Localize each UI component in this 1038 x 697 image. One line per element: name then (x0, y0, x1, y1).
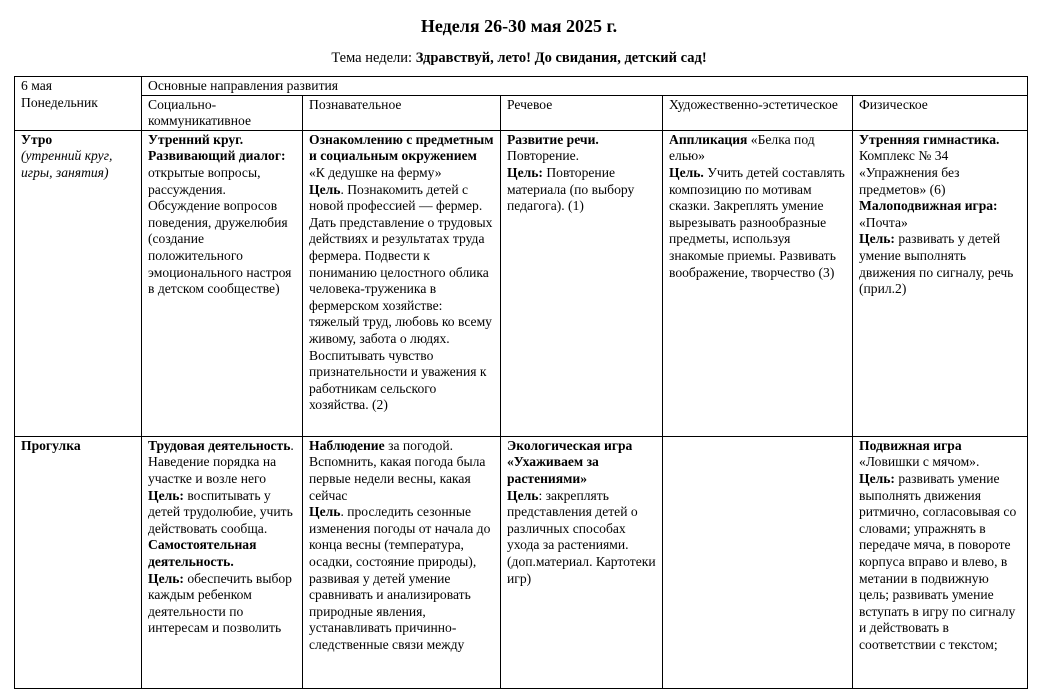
table-row-walk (15, 436, 1028, 688)
cell-walk-social: Трудовая деятельность. Наведение порядка на участке и возле него Цель: воспитывать у детей трудолюбие, учить действовать сообща. Самостоятельная деятельность. Цель: обеспечить выбор каждым ребенком деятельности по интересам и позволить (142, 436, 303, 688)
cell-walk-speech: Экологическая игра «Ухаживаем за растениями» Цель: закреплять представления детей о различных способах ухода за растениями. (доп.материал. Картотеки игр) (501, 436, 663, 688)
cell-morning-art: Аппликация «Белка под елью» Цель. Учить детей составлять композицию по мотивам сказки. Закреплять умение вырезывать разнообразные предметы, используя знакомые приемы. Развивать воображение, творчество (3) (663, 130, 853, 436)
weekly-plan-table (14, 76, 1028, 689)
column-header-physical: Физическое (853, 95, 1028, 130)
row-label-walk (15, 436, 142, 688)
day-header-cell (15, 77, 142, 131)
row-label-morning (15, 130, 142, 436)
cell-morning-social: Утренний круг. Развивающий диалог: открытые вопросы, рассуждения. Обсуждение вопросов поведения, дружелюбия (создание положительного эмоционального настроя в детском сообществе) (142, 130, 303, 436)
column-header-cognitive: Познавательное (303, 95, 501, 130)
cell-walk-cognitive: Наблюдение за погодой. Вспомнить, какая погода была первые недели весны, какая сейчас Цель. проследить сезонные изменения погоды от начала до конца весны (температура, осадки, состояние природы), развивая у детей умение сравнивать и анализировать природные явления, устанавливать причинно-следственные связи между (303, 436, 501, 688)
cell-morning-physical: Утренняя гимнастика. Комплекс № 34 «Упражнения без предметов» (6) Малоподвижная игра: «Почта» Цель: развивать у детей умение выполнять движения по сигналу, речь (прил.2) (853, 130, 1028, 436)
row-label-text: Утро (21, 131, 53, 147)
day-header-date: 6 мая (21, 78, 52, 93)
week-theme-topic: Здравствуй, лето! До свидания, детский сад! (415, 50, 707, 66)
day-header-weekday: Понедельник (21, 94, 98, 110)
cell-walk-art (663, 436, 853, 688)
table-row-morning (15, 130, 1028, 436)
column-header-speech: Речевое (501, 95, 663, 130)
column-header-social: Социально-коммуникативное (142, 95, 303, 130)
cell-walk-physical: Подвижная игра «Ловишки с мячом». Цель: развивать умение выполнять движения ритмично, согласовывая со словами; упражнять в передаче мяча, в повороте корпуса вправо и влево, в метании в подвижную цель; развивать умение вступать в игру по сигналу и действовать в соответствии с текстом; (853, 436, 1028, 688)
main-directions-header: Основные направления развития (142, 77, 1028, 96)
row-label-text: Прогулка (21, 437, 81, 453)
row-sublabel-text: (утренний круг, игры, занятия) (21, 148, 113, 180)
cell-morning-cognitive: Ознакомлению с предметным и социальным окружением «К дедушке на ферму» Цель. Познакомить детей с новой профессией — фермер. Дать представление о трудовых действиях и результатах труда фермера. Подвести к пониманию целостного облика человека-труженика в фермерском хозяйстве: тяжелый труд, любовь ко всему живому, забота о людях. Воспитывать чувство признательности и уважения к работникам сельского хозяйства. (2) (303, 130, 501, 436)
week-theme (0, 50, 1038, 67)
column-header-art: Художественно-эстетическое (663, 95, 853, 130)
week-theme-prefix: Тема недели: (331, 50, 416, 66)
page-title: Неделя 26-30 мая 2025 г. (420, 16, 618, 36)
cell-morning-speech: Развитие речи. Повторение. Цель: Повторение материала (по выбору педагога). (1) (501, 130, 663, 436)
